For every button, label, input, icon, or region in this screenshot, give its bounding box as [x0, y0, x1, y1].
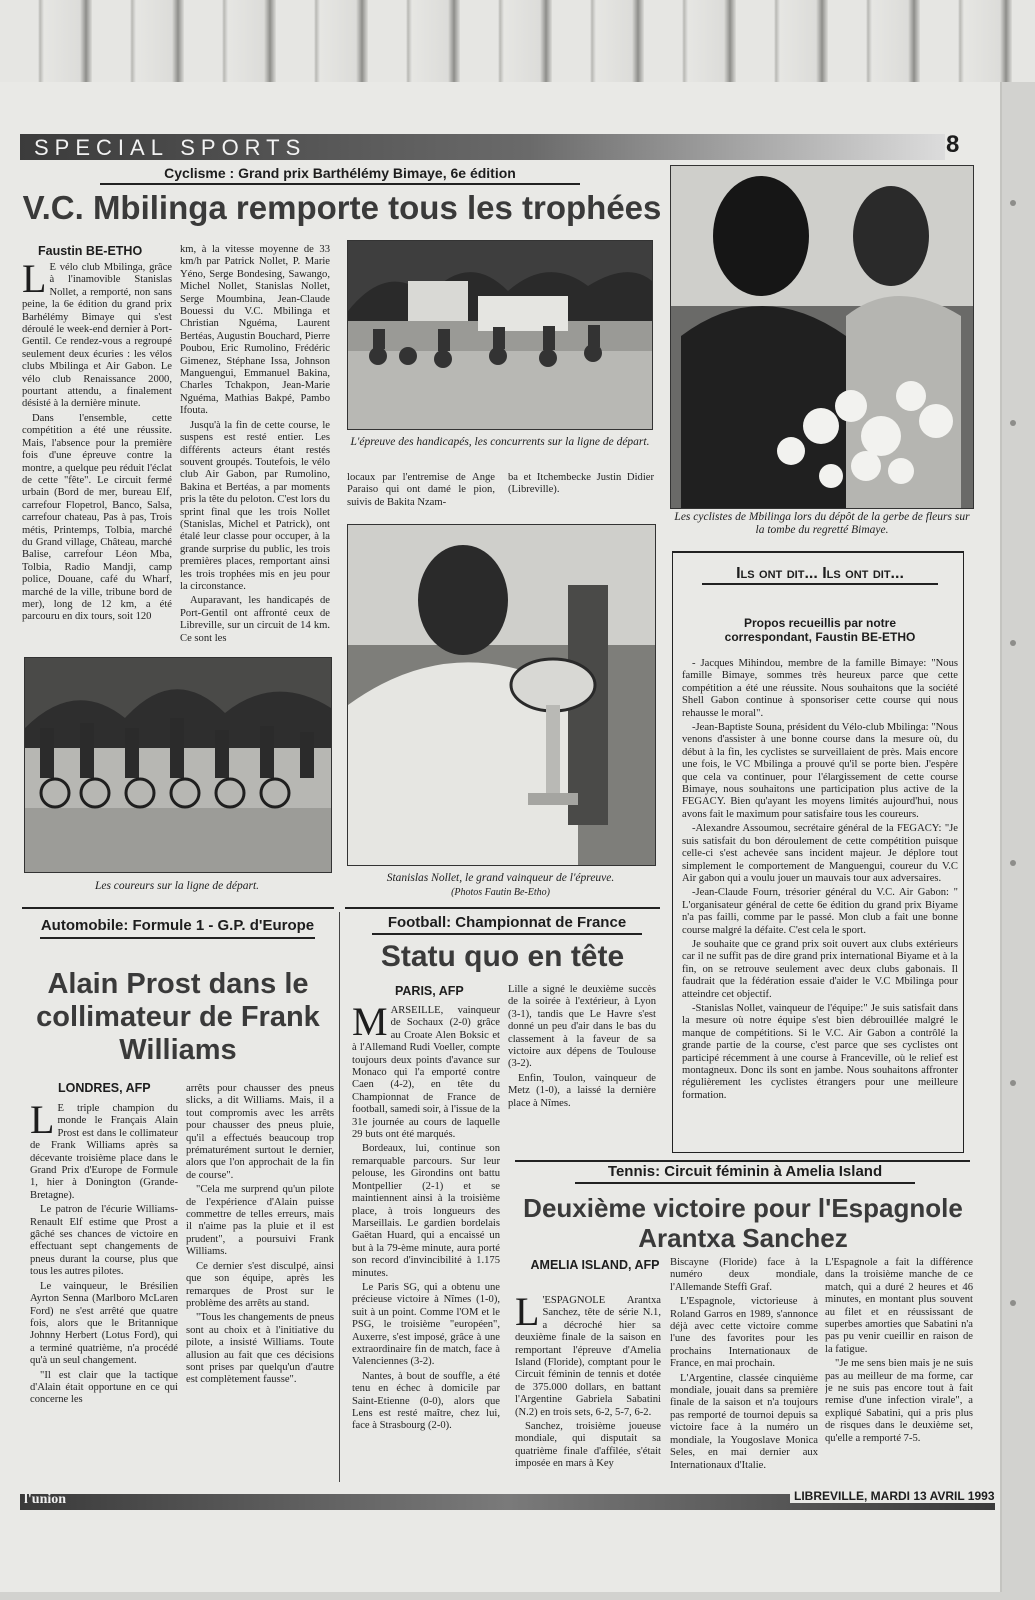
tennis-paragraph: "Je me sens bien mais je ne suis pas au meilleur de ma forme, car je ne suis pas encore tout à fait remise d'une infection virale", a expliqué Sabatini, qui a pris plus de risques dans le deuxième set, qu'elle a remporté 7-5.: [825, 1358, 973, 1444]
auto-paragraph: Ce dernier s'est disculpé, ainsi que son équipe, après les remarques de Prost sur le problème des arrêts au stand.: [186, 1260, 334, 1309]
tennis-dateline: AMELIA ISLAND, AFP: [530, 1258, 660, 1272]
dropcap: M: [352, 1005, 388, 1044]
auto-paragraph: "Il est clair que la tactique d'Alain était opportune en ce qui concerne les: [30, 1369, 178, 1406]
photo-wreath-ceremony: [670, 165, 974, 509]
football-column-1: [352, 1005, 500, 1485]
divider-auto-top: [22, 907, 334, 909]
auto-column-1: [30, 1103, 178, 1486]
photo-handicap-race-image: [348, 241, 652, 429]
tennis-paragraph: L'Espagnole, victorieuse à Roland Garros en 1989, s'annonce déjà avec cette victoire comme l'une des favorites pour les prochains Internationaux de France, en mai prochain.: [670, 1296, 818, 1370]
auto-paragraph: E triple champion du monde le Français Alain Prost est dans le collimateur de Frank Williams après sa décevante troisième place dans le Grand Prix d'Europe de Formule 1, hier à Donington (Grande-Bretagne).: [30, 1103, 178, 1201]
photo-wreath-ceremony-image: [671, 166, 973, 508]
auto-paragraph: "Cela me surprend qu'un pilote de l'expérience d'Alain puisse commettre de telles erreurs, mais il n'aime pas la pluie et il est prudent", a poursuivi Frank Williams.: [186, 1184, 334, 1258]
caption-handicap-race: L'épreuve des handicapés, les concurrents sur la ligne de départ.: [350, 436, 650, 448]
photo-credit: (Photos Fautin Be-Etho): [451, 887, 550, 898]
quote-paragraph: - Jacques Mihindou, membre de la famille Bimaye: "Nous famille Bimaye, sommes très heureux parce que cette compétition a été une réussite. Nous souhaitons que la société Shell Gabon continue à sponsoriser cette course qui nous rehausse le moral".: [682, 658, 958, 719]
cycling-paragraph: locaux par l'entremise de Ange Paraiso qui ont damé le pion, suivis de Bakita Nzam-: [347, 472, 495, 508]
quotes-box-top-rule: [672, 551, 964, 553]
caption-winner: Stanislas Nollet, le grand vainqueur de l'épreuve.: [386, 872, 615, 884]
auto-paragraph: arrêts pour chausser des pneus slicks, a dit Williams. Mais, il a tout compromis avec les arrêts pour chausser des pneus pluie, qu'il a effectués beaucoup trop prématurément surtout le dernier, alors que l'on approchait de la fin de course".: [186, 1083, 334, 1181]
football-paragraph: Lille a signé le deuxième succès de la soirée à l'extérieur, à Lyon (3-1), tandis que Le Havre s'est donné un peu d'air dans le bas du classement à la faveur de sa victoire aux dépens de Toulouse (3-2).: [508, 984, 656, 1070]
tennis-paragraph: L'Argentine, classée cinquième mondiale, jouait dans sa première finale de la saison et n'a toujours pas remporté de tournoi depuis sa victoire face à la numéro un mondiale, la Yougoslave Monica Seles, en mai dernier aux Internationaux d'Italie.: [670, 1372, 818, 1471]
football-headline: Statu quo en tête: [380, 940, 625, 973]
cycling-byline: Faustin BE-ETHO: [38, 244, 143, 258]
tennis-paragraph: 'ESPAGNOLE Arantxa Sanchez, tête de série N.1, a décroché hier sa deuxième finale de la saison en remportant l'épreuve d'Amelia Island (Floride), comptant pour le Circuit féminin de tennis et dotée de 375.000 dollars, en battant l'Argentine Gabriela Sabatini (N.2) en trois sets, 6-2, 5-7, 6-2.: [515, 1295, 661, 1418]
auto-paragraph: Le vainqueur, le Brésilien Ayrton Senna (Marlboro McLaren Ford) ne s'est arrêté que quatre fois, alors que le Britannique Johnny Herbert (Lotus Ford), qui a terminé quatrième, n'a procédé qu'à un seul changement.: [30, 1280, 178, 1367]
photo-start-line: [24, 657, 332, 873]
football-paragraph: Bordeaux, lui, continue son remarquable parcours. Sur leur pelouse, les Girondins ont battu Montpellier (2-1) et se maintiennent ainsi à la troisième place, à trois longueurs des Marseillais. Le gardien bordelais Gaëtan Huard, qui a encaissé un but à la 79-ème minute, aura porté son record d'invincibilité à 1.175 minutes.: [352, 1143, 500, 1279]
tennis-column-2: [670, 1257, 818, 1485]
photo-winner-trophy: [347, 524, 656, 866]
football-paragraph: Le Paris SG, qui a obtenu une précieuse victoire à Nîmes (1-0), suit à un point. Comme l'OM et le PSG, le troisième "européen", Auxerre, s'est imposé, grâce à une extraordinaire fin de match, face à Valenciennes (3-2).: [352, 1281, 500, 1368]
auto-headline: Alain Prost dans le collimateur de Frank Williams: [36, 968, 320, 1066]
binding-hole: [1010, 420, 1016, 426]
tennis-paragraph: Biscayne (Floride) face à la numéro deux mondiale, l'Allemande Steffi Graf.: [670, 1257, 818, 1293]
football-paragraph: Enfin, Toulon, vainqueur de Metz (1-0), a laissé la dernière place à Nîmes.: [508, 1072, 656, 1109]
section-header-bar: [20, 134, 945, 160]
football-column-2: [508, 984, 656, 1112]
cycling-column-3a: [347, 472, 495, 511]
quote-paragraph: -Stanislas Nollet, vainqueur de l'équipe:" Je suis satisfait dans la mesure où notre équipe s'est bien débrouillée malgré le manque de compétitions. Si le V.C. Air Gabon a contrôlé la grande partie de la course, c'est parce que ses cyclistes ont participé récemment à une course à Franceville, où le relief est montagneux. Donc ils sont en jambe. Nous souhaitons affronter régulièrement les cyclistes étrangers pour une meilleure formation.: [682, 1002, 958, 1101]
binding-hole: [1010, 1300, 1016, 1306]
divider-vertical: [339, 912, 340, 1482]
caption-start-line: Les coureurs sur la ligne de départ.: [94, 880, 260, 892]
cycling-column-1: [22, 262, 172, 657]
dropcap: L: [30, 1103, 55, 1142]
newspaper-logo: l'union: [24, 1492, 67, 1507]
cycling-column-3b: [508, 472, 654, 499]
scan-top-margin: [0, 0, 1035, 82]
quote-paragraph: -Jean-Baptiste Souna, président du Vélo-club Mbilinga: "Nous venons d'assister à une bonne course dans la mesure où, du début à la fin, les cyclistes se surveillaient de près. Mais encore une fois, le VC Mbilinga a prouvé qu'il se porte bien. J'espère que cela va continuer, pour l'élargissement de cette course Bimaye, nous souhaitons une participation plus active de la FEGACY. Bien qu'ayant les moyens limités aujourd'hui, nous avons fait le maximum pour satisfaire tous les coureurs.: [682, 722, 958, 820]
auto-dateline: LONDRES, AFP: [58, 1081, 151, 1095]
auto-paragraph: Le patron de l'écurie Williams-Renault Elf estime que Prost a gâché ses chances de victoire en effectuant sept changements de pneus durant la course, plus que tous les autres pilotes.: [30, 1204, 178, 1278]
photo-start-line-image: [25, 658, 331, 872]
quotes-intro: Propos recueillis par notre correspondant, Faustin BE-ETHO: [724, 616, 916, 644]
cycling-paragraph: Jusqu'à la fin de cette course, le suspens est resté entier. Les différents acteurs étant restés souvent groupés. Toutefois, le vélo club Air Gabon, par Rumolino, Bakina et Bertéas, a par moments pris la tête du peloton. C'est lors du sprint final que les trois Nollet (Stanislas, Michel et Patrick), ont étalé leur classe pour occuper, à la grande surprise du public, les trois premières places, remportant ainsi les trois trophées mis en jeu pour la circonstance.: [180, 419, 330, 592]
football-paragraph: ARSEILLE, vainqueur de Sochaux (2-0) grâce au Croate Alen Boksic et à l'Allemand Rudi Voeller, compte toujours deux points d'avance sur Monaco qui l'a emporté contre Caen (4-2), en tête du Championnat de France de football, samedi soir, à l'issue de la 31e journée au cours de laquelle 29 buts ont été marqués.: [352, 1005, 500, 1141]
divider-tennis-top: [515, 1160, 970, 1162]
cycling-paragraph: Auparavant, les handicapés de Port-Gentil ont affronté ceux de Libreville, sur un circuit de 14 km. Ce sont les: [180, 595, 330, 644]
tennis-column-1: [515, 1295, 661, 1483]
binding-hole: [1010, 640, 1016, 646]
cycling-paragraph: Dans l'ensemble, cette compétition a été une réussite. Mais, l'absence pour la première fois d'une épreuve contre la montre, a quelque peu réduit l'éclat de cette "fête". Le circuit fermé urbain (Bord de mer, bureau Elf, carrefour Flopetrol, Banco, Salsa, carrefour chateau, Pas à pas, Trois métis, Printemps, Tolbia, marché du Grand village, Château, marché Balise, carrefour Léon Mba, Tolbia, Radio Mandji, camp police, Douane, café du Wharf, marché de la ville, tribune bord de mer), long de 12 km, a été parcouru en dix tours, soit 120: [22, 412, 172, 623]
dropcap: L: [22, 262, 47, 301]
tennis-column-3: [825, 1257, 973, 1485]
section-title: SPECIAL SPORTS: [34, 135, 307, 160]
football-dateline: PARIS, AFP: [395, 984, 464, 998]
caption-wreath: Les cyclistes de Mbilinga lors du dépôt de la gerbe de fleurs sur la tombe du regretté Bimaye.: [674, 511, 970, 536]
cycling-paragraph: ba et Itchembecke Justin Didier (Libreville).: [508, 472, 654, 496]
divider-football-top: [345, 907, 660, 909]
tennis-headline: Deuxième victoire pour l'Espagnole Arantxa Sanchez: [523, 1193, 963, 1253]
page-number: 8: [946, 131, 960, 158]
auto-column-2: [186, 1083, 334, 1486]
cycling-column-2: [180, 244, 330, 656]
football-kicker: Football: Championnat de France: [372, 914, 642, 935]
cycling-paragraph: km, à la vitesse moyenne de 33 km/h par Patrick Nollet, P. Marie Yéno, Serge Bondesing, Sawango, Michel Nollet, Stanislas Nollet, Serge Moumbina, Jean-Claude Bouessi du V.C. Mbilinga et Christian Nguéma, Laurent Bertéas, Augustin Bouchard, Pierre Poubou, Eric Rumolino, Frédéric Gimenez, Stéphane Issa, Johnson Manguengui, Emmanuel Bakina, Charles Tchakpon, Jean-Marie Nguéma, Mathias Bakpé, Pambo Ifouta.: [180, 244, 330, 417]
cycling-headline: V.C. Mbilinga remporte tous les trophées: [22, 189, 662, 226]
quotes-column: [682, 658, 958, 1148]
issue-date: LIBREVILLE, MARDI 13 AVRIL 1993: [790, 1489, 999, 1503]
auto-paragraph: "Tous les changements de pneus sont au choix et à l'initiative du pilote, a insisté Williams. Toute allusion au fait que ces décisions sont prises par quelqu'un d'autre est complètement fausse".: [186, 1312, 334, 1386]
photo-winner-trophy-image: [348, 525, 655, 865]
cycling-paragraph: E vélo club Mbilinga, grâce à l'inamovible Stanislas Nollet, a remporté, non sans peine, la 6e édition du grand prix Barhélémy Bimaye qui s'est déroulé le week-end dernier à Port-Gentil. Ce rendez-vous a regroupé seulement deux écuries : les vélos clubs Mbilinga et Air Gabon. Le vélo club Renaissance 2000, pourtant attendu, a finalement désisté à la dernière minute.: [22, 262, 172, 410]
tennis-kicker: Tennis: Circuit féminin à Amelia Island: [575, 1163, 915, 1184]
quote-paragraph: -Jean-Claude Fourn, trésorier général du V.C. Air Gabon: " L'organisateur général de cette 6e édition du grand prix Biyame n'a pas failli, comme par le passé. Mon club a fait une bonne course malgré la défaite. C'est cela le sport.: [682, 887, 958, 936]
quote-paragraph: -Alexandre Assoumou, secrétaire général de la FEGACY: "Je suis satisfait du bon déroulement de cette compétition puisque celle-ci s'est achevée sans incident majeur. Je déplore tout simplement le comportement de Manguengui, coureur du V.C Air gabon qui a voulu jouer un mauvais tour aux adversaires.: [682, 823, 958, 884]
quote-paragraph: Je souhaite que ce grand prix soit ouvert aux clubs extérieurs car il ne suffit pas de dire grand prix international Biyame et à la fin, on se retrouve seulement avec deux clubs gabonais. Il faudrait que la fédération essaie d'aider le V.C Mbilinga pour atteindre cet objectif.: [682, 938, 958, 1000]
tennis-paragraph: Sanchez, troisième joueuse mondiale, qui disputait sa quatrième finale d'affilée, s'était imposée en mars à Key: [515, 1421, 661, 1470]
binding-hole: [1010, 200, 1016, 206]
tennis-paragraph: L'Espagnole a fait la différence dans la troisième manche de ce match, qui a duré 2 heures et 46 minutes, en montant plus souvent au filet et en réussissant de superbes amorties que Sabatini n'a pas pu venir cueillir en raison de la fatigue.: [825, 1257, 973, 1355]
dropcap: L: [515, 1295, 540, 1334]
quotes-title: Ils ont dit... Ils ont dit...: [702, 565, 938, 585]
cycling-kicker: Cyclisme : Grand prix Barthélémy Bimaye, 6e édition: [100, 165, 580, 185]
photo-handicap-race: [347, 240, 653, 430]
football-paragraph: Nantes, à bout de souffle, a été tenu en échec à domicile par Saint-Etienne (0-0), alors que Lens est resté maître, chez lui, face à Strasbourg (2-0).: [352, 1370, 500, 1432]
binding-hole: [1010, 1080, 1016, 1086]
binding-hole: [1010, 860, 1016, 866]
auto-kicker: Automobile: Formule 1 - G.P. d'Europe: [40, 917, 315, 939]
